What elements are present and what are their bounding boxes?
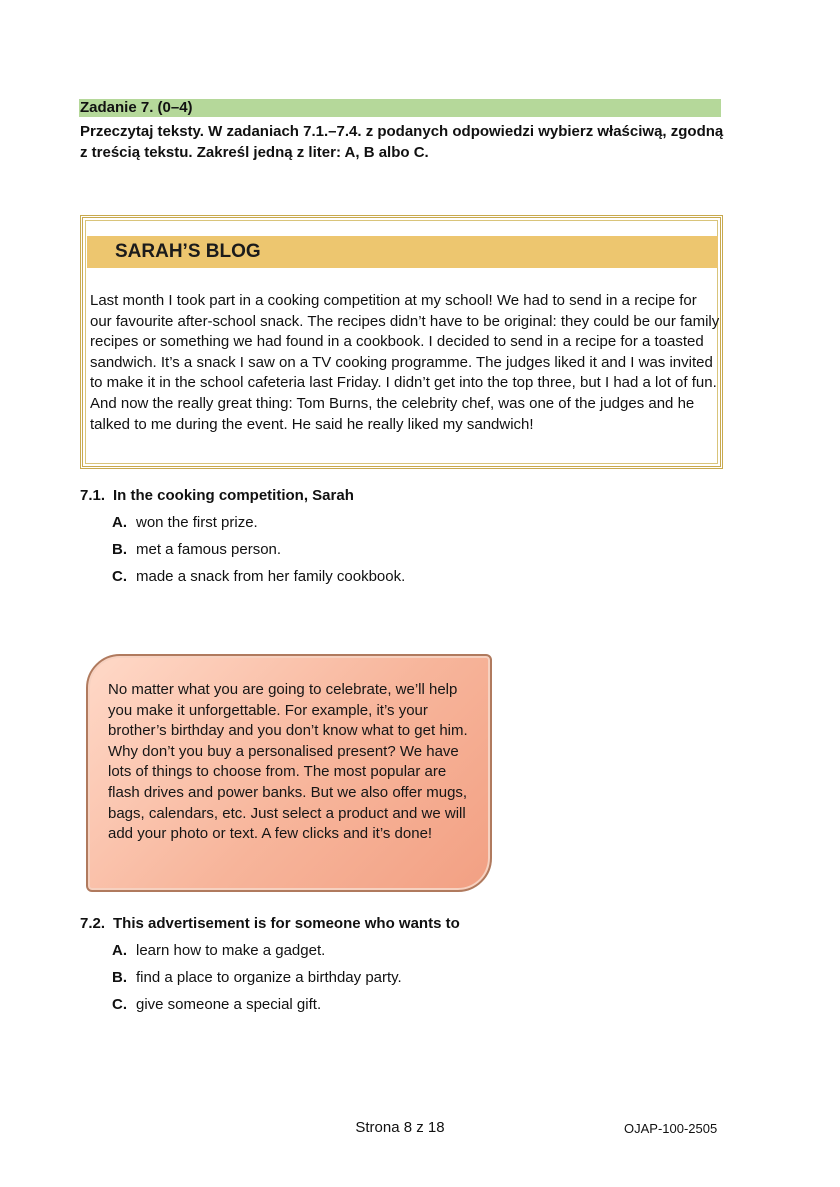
option-7-1-c[interactable]	[112, 567, 405, 587]
option-letter[interactable]: B.	[112, 969, 127, 986]
question-prompt: In the cooking competition, Sarah	[113, 487, 354, 504]
option-text: learn how to make a gadget.	[136, 942, 326, 959]
option-text: made a snack from her family cookbook.	[136, 568, 406, 585]
option-letter[interactable]: B.	[112, 541, 127, 558]
option-letter[interactable]: C.	[112, 568, 127, 585]
option-text: find a place to organize a birthday party.	[136, 969, 402, 986]
question-number: 7.1.	[80, 487, 106, 504]
question-7-1	[80, 486, 680, 506]
task-header: Zadanie 7. (0–4)	[79, 99, 721, 117]
blog-title: SARAH’S BLOG	[87, 236, 718, 268]
option-7-1-b[interactable]	[112, 540, 281, 560]
task-instructions: Przeczytaj teksty. W zadaniach 7.1.–7.4. z podanych odpowiedzi wybierz właściwą, zgodną z treścią tekstu. Zakreśl jedną z liter: A, B albo C.	[80, 123, 724, 161]
page-number: Strona 8 z 18	[355, 1119, 445, 1136]
option-letter[interactable]: C.	[112, 996, 127, 1013]
advert-text: No matter what you are going to celebrate, we’ll help you make it unforgettable. For example, it’s your brother’s birthday and you don’t know what to get him. Why don’t you buy a personalised present? We have lots of things to choose from. The most popular are flash drives and power banks. But we also offer mugs, bags, calendars, etc. Just select a product and we will add your photo or text. A few clicks and it’s done!	[108, 681, 468, 843]
option-letter[interactable]: A.	[112, 942, 127, 959]
question-prompt: This advertisement is for someone who wants to	[113, 915, 460, 932]
question-7-2	[80, 914, 680, 934]
blog-text: Last month I took part in a cooking competition at my school! We had to send in a recipe for our favourite after-school snack. The recipes didn’t have to be original: they could be our family recipes or something we had found in a cookbook. I decided to send in a recipe for a toasted sandwich. It’s a snack I saw on a TV cooking programme. The judges liked it and I was invited to make it in the school cafeteria last Friday. I didn’t get into the top three, but I had a lot of fun. And now the really great thing: Tom Burns, the celebrity chef, was one of the judges and he talked to me during the event. He said he really liked my sandwich!	[90, 292, 720, 433]
document-code: OJAP-100-2505	[624, 1121, 718, 1136]
option-text: met a famous person.	[136, 541, 282, 558]
option-text: won the first prize.	[136, 514, 258, 531]
question-number: 7.2.	[80, 915, 106, 932]
option-7-2-b[interactable]	[112, 968, 402, 988]
option-7-1-a[interactable]	[112, 513, 258, 533]
option-letter[interactable]: A.	[112, 514, 127, 531]
option-7-2-c[interactable]	[112, 995, 321, 1015]
option-text: give someone a special gift.	[136, 996, 322, 1013]
option-7-2-a[interactable]	[112, 941, 325, 961]
